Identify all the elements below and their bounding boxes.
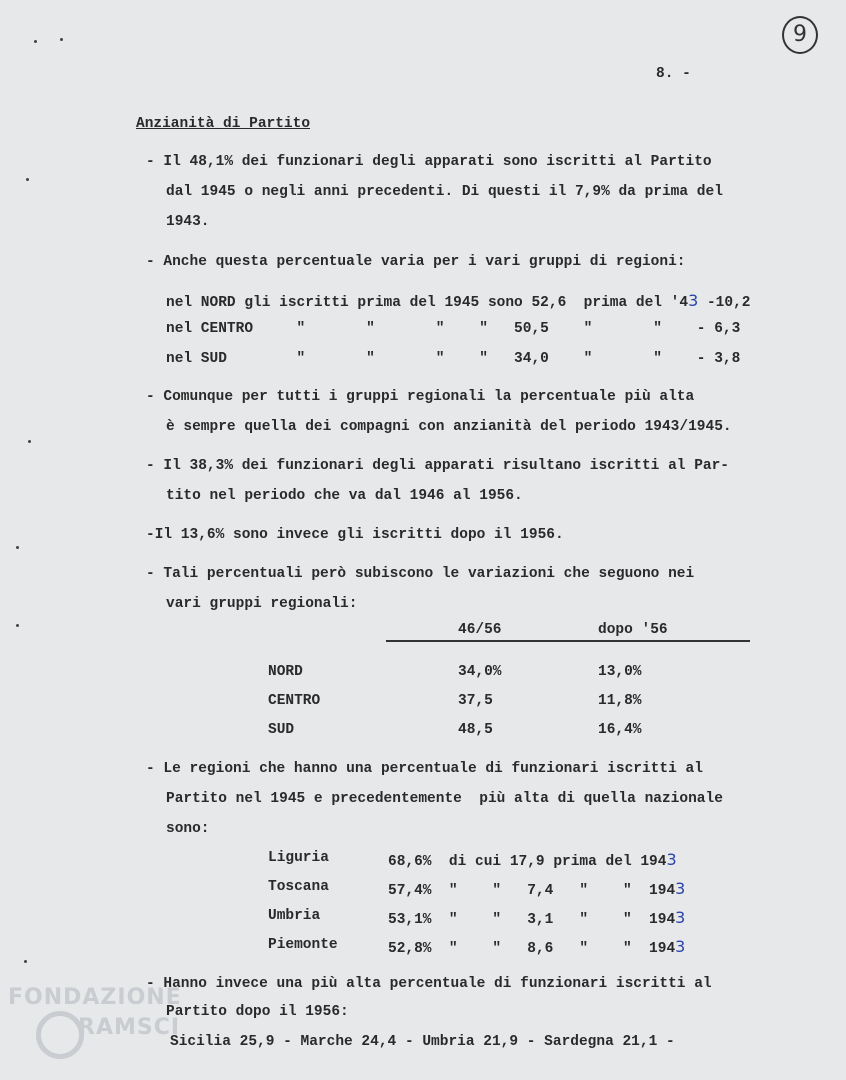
table-cell: 13,0% — [598, 664, 642, 680]
row-text: nel SUD " " " " 34,0 " " — [166, 351, 689, 367]
paragraph-line: 1943. — [166, 214, 210, 230]
paragraph-line: vari gruppi regionali: — [166, 596, 358, 612]
table-header-46-56: 46/56 — [458, 622, 502, 638]
region-list-values — [388, 850, 677, 870]
paragraph-line: dal 1945 o negli anni precedenti. Di questi il 7,9% da prima del — [166, 184, 723, 200]
margin-dot — [16, 546, 19, 549]
table-cell: 48,5 — [458, 722, 493, 738]
handwritten-digit: 3 — [675, 937, 686, 956]
table-region: CENTRO — [268, 693, 321, 709]
region-row-sud — [166, 351, 740, 367]
row-value: - 6,3 — [688, 321, 741, 337]
region-row-centro — [166, 321, 740, 337]
handwritten-digit: 3 — [688, 291, 699, 310]
region-list-values — [388, 879, 685, 899]
row-text: nel NORD gli iscritti prima del 1945 sono 52,6 prima del '4 — [166, 295, 689, 311]
handwritten-page-number: 9 — [782, 16, 818, 54]
table-region: SUD — [268, 722, 295, 738]
table-header-rule — [386, 640, 750, 642]
region-list-name: Piemonte — [268, 937, 338, 953]
values-text: 52,8% " " 8,6 " " 194 — [388, 941, 676, 957]
paragraph-line: - Hanno invece una più alta percentuale di funzionari iscritti al — [146, 976, 712, 992]
table-cell: 34,0% — [458, 664, 502, 680]
margin-dot — [24, 960, 27, 963]
margin-dot — [60, 38, 63, 41]
region-list-name: Liguria — [268, 850, 329, 866]
watermark-line2: RAMSCI — [78, 1015, 181, 1040]
section-heading: Anzianità di Partito — [136, 116, 311, 132]
table-region: NORD — [268, 664, 303, 680]
paragraph-line: sono: — [166, 821, 210, 837]
region-list-name: Toscana — [268, 879, 329, 895]
handwritten-digit: 3 — [675, 908, 686, 927]
paragraph-line: - Anche questa percentuale varia per i vari gruppi di regioni: — [146, 254, 686, 270]
handwritten-digit: 3 — [675, 879, 686, 898]
typed-page-number: 8. - — [656, 66, 691, 82]
paragraph-line: - Comunque per tutti i gruppi regionali la percentuale più alta — [146, 389, 695, 405]
paragraph-line: Partito dopo il 1956: — [166, 1004, 349, 1020]
handwritten-digit: 3 — [666, 850, 677, 869]
watermark-g-logo-icon — [36, 1011, 84, 1059]
margin-dot — [28, 440, 31, 443]
margin-dot — [16, 624, 19, 627]
table-cell: 11,8% — [598, 693, 642, 709]
margin-dot — [26, 178, 29, 181]
region-list-name: Umbria — [268, 908, 321, 924]
row-text: nel CENTRO " " " " 50,5 " " — [166, 321, 689, 337]
values-text: 53,1% " " 3,1 " " 194 — [388, 912, 676, 928]
table-cell: 37,5 — [458, 693, 493, 709]
region-list-values — [388, 937, 685, 957]
paragraph-line: -Il 13,6% sono invece gli iscritti dopo il 1956. — [146, 527, 564, 543]
paragraph-line: Sicilia 25,9 - Marche 24,4 - Umbria 21,9 - Sardegna 21,1 - — [170, 1034, 675, 1050]
values-text: 57,4% " " 7,4 " " 194 — [388, 883, 676, 899]
region-list-values — [388, 908, 685, 928]
region-row-nord — [166, 291, 751, 311]
paragraph-line: Partito nel 1945 e precedentemente più alta di quella nazionale — [166, 791, 723, 807]
row-value: -10,2 — [698, 295, 751, 311]
paragraph-line: - Il 38,3% dei funzionari degli apparati risultano iscritti al Par- — [146, 458, 729, 474]
paragraph-line: - Il 48,1% dei funzionari degli apparati sono iscritti al Partito — [146, 154, 712, 170]
watermark-line1: FONDAZIONE — [8, 985, 182, 1010]
row-value: - 3,8 — [688, 351, 741, 367]
paragraph-line: tito nel periodo che va dal 1946 al 1956. — [166, 488, 523, 504]
table-header-dopo-56: dopo '56 — [598, 622, 668, 638]
paragraph-line: è sempre quella dei compagni con anzianità del periodo 1943/1945. — [166, 419, 732, 435]
table-cell: 16,4% — [598, 722, 642, 738]
fondazione-gramsci-watermark — [8, 985, 218, 1075]
paragraph-line: - Le regioni che hanno una percentuale di funzionari iscritti al — [146, 761, 703, 777]
margin-dot — [34, 40, 37, 43]
paragraph-line: - Tali percentuali però subiscono le variazioni che seguono nei — [146, 566, 695, 582]
values-text: 68,6% di cui 17,9 prima del 194 — [388, 854, 667, 870]
